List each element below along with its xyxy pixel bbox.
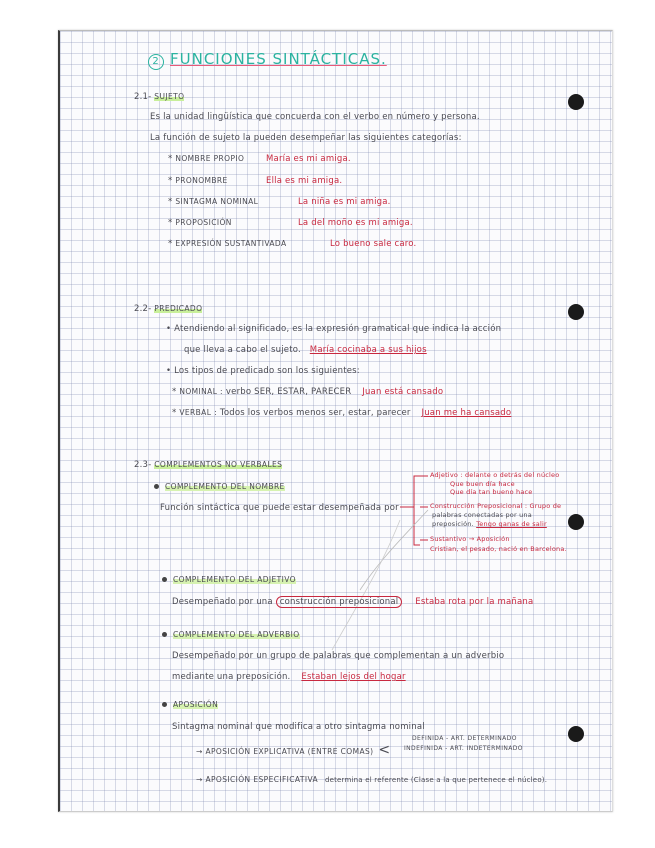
cadj-title: COMPLEMENTO DEL ADJETIVO [173, 575, 296, 584]
predicado-example: María cocinaba a sus hijos [309, 345, 427, 355]
section-number: 2.2- [134, 304, 152, 314]
apos-title: APOSICIÓN [173, 700, 219, 709]
def-text: Atendiendo al significado, es la expresión gramatical que indica la acción [174, 324, 502, 334]
cadv-def: mediante una preposición. [172, 672, 291, 682]
item-label: PRONOMBRE [175, 176, 228, 185]
type-example: Juan me ha cansado [421, 408, 512, 418]
apos-definida: DEFINIDA - ART. DETERMINADO [412, 735, 517, 742]
cadv-text-2 [172, 672, 406, 682]
type-example: Juan está cansado [362, 387, 444, 397]
sujeto-item: * PROPOSICIÓN [168, 218, 232, 228]
cn-branch-adjetivo: Adjetivo : delante o detrás del núcleo [430, 471, 560, 479]
title-number: 2 [148, 54, 164, 70]
predicado-nominal: * NOMINAL : verbo SER, ESTAR, PARECER Juan está cansado [172, 387, 444, 397]
sujeto-item: * SINTAGMA NOMINAL [168, 197, 259, 207]
type-text: Todos los verbos menos ser, estar, parecer [219, 408, 411, 418]
apos-heading [162, 700, 218, 710]
apos-esp-label: → APOSICIÓN ESPECIFICATIVA [196, 775, 319, 784]
section-title: SUJETO [154, 92, 185, 101]
predicado-definition-1: • Atendiendo al significado, es la expresión gramatical que indica la acción [166, 324, 502, 334]
types-intro-text: Los tipos de predicado son los siguientes: [174, 366, 360, 376]
cn-branch-adjetivo-ex1: Que buen día hace [450, 480, 515, 488]
sujeto-example: La del moño es mi amiga. [298, 218, 413, 228]
sujeto-example: María es mi amiga. [266, 154, 351, 164]
sujeto-example: Lo bueno sale caro. [330, 239, 417, 249]
cn-branch-prep-2: palabras conectadas por una [432, 511, 532, 519]
apos-indefinida: INDEFINIDA - ART. INDETERMINADO [404, 745, 523, 752]
sujeto-item: * PRONOMBRE [168, 176, 228, 186]
section-number: 2.1- [134, 92, 152, 102]
type-label: VERBAL : [179, 408, 218, 417]
type-label: NOMINAL : [179, 387, 223, 396]
bullet-dot [162, 632, 167, 637]
cn-branch-prep-3 [432, 520, 547, 528]
cadj-heading [162, 575, 296, 585]
cn-branch-sustantivo: Sustantivo → Aposición [430, 535, 510, 543]
sujeto-example: La niña es mi amiga. [298, 197, 391, 207]
sujeto-example: Ella es mi amiga. [266, 176, 343, 186]
item-label: NOMBRE PROPIO [175, 154, 245, 163]
cadv-heading [162, 630, 300, 640]
cn-branch-adjetivo-ex2: Que día tan bueno hace [450, 488, 533, 496]
def-text: que lleva a cabo el sujeto. [184, 345, 301, 355]
apos-esp-text: determina el referente (Clase a la que pertenece el núcleo). [324, 776, 548, 784]
apos-explicativa [196, 742, 390, 758]
item-label: EXPRESIÓN SUSTANTIVADA [175, 239, 287, 248]
predicado-types-intro: • Los tipos de predicado son los siguientes: [166, 366, 360, 376]
title-text: FUNCIONES SINTÁCTICAS. [170, 50, 387, 68]
cadv-title: COMPLEMENTO DEL ADVERBIO [173, 630, 300, 639]
cn-branch-preposicional: Construcción Preposicional : Grupo de [430, 502, 562, 510]
cadj-text [172, 597, 533, 607]
cadj-def: Desempeñado por una [172, 597, 273, 607]
prep-example: Tengo ganas de salir [476, 520, 547, 528]
cn-text: Función sintáctica que puede estar desempeñada por [160, 503, 399, 513]
type-text: verbo SER, ESTAR, PARECER [225, 387, 352, 397]
bullet-dot [162, 702, 167, 707]
cadj-example: Estaba rota por la mañana [415, 597, 534, 607]
item-label: PROPOSICIÓN [175, 218, 232, 227]
section-title: PREDICADO [154, 304, 203, 313]
sujeto-definition-1: Es la unidad lingüística que concuerda con el verbo en número y persona. [150, 112, 480, 122]
cadv-text-1: Desempeñado por un grupo de palabras que complementan a un adverbio [172, 651, 505, 661]
sujeto-item: * NOMBRE PROPIO [168, 154, 245, 164]
bullet-dot [162, 577, 167, 582]
cn-title: COMPLEMENTO DEL NOMBRE [165, 482, 285, 491]
apos-text: Sintagma nominal que modifica a otro sintagma nominal [172, 722, 425, 732]
predicado-verbal: * VERBAL : Todos los verbos menos ser, estar, parecer Juan me ha cansado [172, 408, 512, 418]
section-number: 2.3- [134, 460, 152, 470]
less-than-glyph: < [378, 742, 391, 758]
cn-branch-sustantivo-ex: Cristian, el pesado, nació en Barcelona. [430, 545, 567, 553]
sujeto-item: * EXPRESIÓN SUSTANTIVADA [168, 239, 287, 249]
sujeto-definition-2: La función de sujeto la pueden desempeñar las siguientes categorías: [150, 133, 462, 143]
cadj-boxed-term: construcción preposicional [276, 596, 403, 608]
cadv-example: Estaban lejos del hogar [301, 672, 406, 682]
section-title: COMPLEMENTOS NO VERBALES [154, 460, 283, 469]
apos-exp-label: → APOSICIÓN EXPLICATIVA (ENTRE COMAS) [196, 747, 374, 756]
apos-especificativa [196, 775, 547, 785]
prep-text: preposición. [432, 520, 474, 528]
item-label: SINTAGMA NOMINAL [175, 197, 259, 206]
